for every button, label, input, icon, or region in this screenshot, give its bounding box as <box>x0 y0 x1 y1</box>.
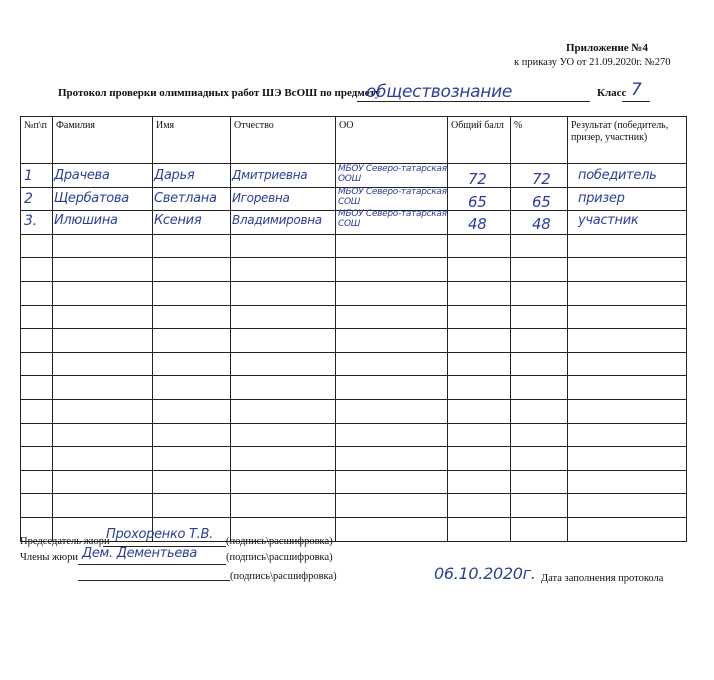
handwritten-score: 72 <box>468 170 487 188</box>
handwritten-first: Ксения <box>154 213 202 229</box>
table-cell <box>336 470 448 494</box>
table-cell <box>21 423 53 447</box>
table-cell <box>21 305 53 329</box>
table-row <box>21 447 687 471</box>
table-cell <box>231 258 336 282</box>
table-cell <box>568 281 687 305</box>
table-cell <box>448 423 511 447</box>
table-cell <box>511 517 568 541</box>
table-cell <box>21 258 53 282</box>
table-cell <box>231 423 336 447</box>
handwritten-middle: Владимировна <box>232 213 322 228</box>
table-cell <box>568 305 687 329</box>
table-row <box>21 258 687 282</box>
table-cell <box>231 352 336 376</box>
handwritten-first: Светлана <box>154 190 217 206</box>
header-result: Результат (победитель, призер, участник) <box>568 117 687 164</box>
table-cell <box>448 470 511 494</box>
table-cell <box>53 423 153 447</box>
table-row <box>21 423 687 447</box>
table-cell <box>448 376 511 400</box>
table-cell <box>21 494 53 518</box>
table-cell <box>153 352 231 376</box>
table-cell <box>336 281 448 305</box>
member-sig-caption: (подпись\расшифровка) <box>226 552 333 563</box>
table-cell <box>21 399 53 423</box>
handwritten-n: 2 <box>24 190 33 207</box>
header-school: ОО <box>336 117 448 164</box>
table-row <box>21 494 687 518</box>
handwritten-n: 3. <box>24 213 37 230</box>
handwritten-pct: 72 <box>532 170 551 188</box>
table-cell <box>336 258 448 282</box>
protocol-title: Протокол проверки олимпиадных работ ШЭ ВсОШ по предмету <box>58 87 381 99</box>
member2-sign-line <box>78 568 230 581</box>
table-cell <box>21 376 53 400</box>
table-cell <box>153 234 231 258</box>
header-last-name: Фамилия <box>53 117 153 164</box>
table-cell <box>231 447 336 471</box>
table-row <box>21 305 687 329</box>
table-cell <box>153 399 231 423</box>
table-cell <box>336 494 448 518</box>
handwritten-result: участник <box>578 213 639 229</box>
table-cell <box>336 352 448 376</box>
table-cell <box>53 447 153 471</box>
table-cell <box>21 352 53 376</box>
table-cell <box>568 399 687 423</box>
table-cell <box>568 494 687 518</box>
table-cell <box>231 329 336 353</box>
order-reference: к приказу УО от 21.09.2020г. №270 <box>514 57 671 68</box>
handwritten-last: Щербатова <box>54 190 129 206</box>
table-cell <box>153 305 231 329</box>
table-cell <box>511 423 568 447</box>
table-cell <box>568 423 687 447</box>
table-cell <box>53 376 153 400</box>
handwritten-score: 65 <box>468 192 487 211</box>
table-cell <box>511 470 568 494</box>
table-cell <box>511 447 568 471</box>
table-cell <box>153 470 231 494</box>
handwritten-score: 48 <box>468 215 487 234</box>
table-cell <box>448 329 511 353</box>
handwritten-school: МБОУ Северо-татарская СОШ <box>338 186 447 207</box>
table-cell <box>231 470 336 494</box>
chair-signature: Прохоренко Т.В. <box>106 527 213 542</box>
table-row <box>21 329 687 353</box>
table-cell <box>21 447 53 471</box>
handwritten-last: Драчева <box>54 168 110 183</box>
handwritten-n: 1 <box>24 168 33 184</box>
table-cell <box>231 281 336 305</box>
table-cell <box>153 447 231 471</box>
handwritten-last: Илюшина <box>54 213 118 229</box>
table-row <box>21 281 687 305</box>
table-cell <box>511 352 568 376</box>
table-cell <box>336 305 448 329</box>
table-cell <box>336 329 448 353</box>
table-cell <box>511 329 568 353</box>
table-cell <box>21 281 53 305</box>
table-cell <box>53 494 153 518</box>
handwritten-first: Дарья <box>154 168 195 183</box>
chair-sig-caption: (подпись\расшифровка) <box>226 536 333 547</box>
table-cell <box>448 258 511 282</box>
table-cell <box>448 352 511 376</box>
header-num: №п\п <box>21 117 53 164</box>
table-cell <box>231 376 336 400</box>
table-cell <box>568 376 687 400</box>
table-cell <box>21 329 53 353</box>
header-total-score: Общий балл <box>448 117 511 164</box>
table-cell <box>568 447 687 471</box>
table-cell <box>153 376 231 400</box>
members-label: Члены жюри <box>20 552 78 563</box>
table-cell <box>21 234 53 258</box>
table-row <box>21 234 687 258</box>
table-cell <box>568 517 687 541</box>
table-cell <box>336 517 448 541</box>
table-cell <box>53 305 153 329</box>
table-cell <box>448 494 511 518</box>
class-label: Класс <box>597 87 627 99</box>
header-percent: % <box>511 117 568 164</box>
table-cell <box>511 234 568 258</box>
handwritten-result: призер <box>578 190 625 206</box>
handwritten-school: МБОУ Северо-татарская СОШ <box>338 209 447 230</box>
table-cell <box>448 281 511 305</box>
handwritten-pct: 65 <box>532 192 551 211</box>
table-cell <box>336 234 448 258</box>
member-signature: Дем. Дементьева <box>82 546 198 561</box>
table-cell <box>336 423 448 447</box>
table-cell <box>511 281 568 305</box>
table-cell <box>153 258 231 282</box>
table-cell <box>336 447 448 471</box>
table-cell <box>511 494 568 518</box>
table-cell <box>153 329 231 353</box>
subject-handwritten: обществознание <box>366 82 513 102</box>
table-cell <box>53 234 153 258</box>
table-cell <box>53 329 153 353</box>
table-row <box>21 352 687 376</box>
table-cell <box>511 305 568 329</box>
handwritten-pct: 48 <box>532 215 551 234</box>
table-row <box>21 399 687 423</box>
handwritten-result: победитель <box>578 168 657 183</box>
table-cell <box>568 470 687 494</box>
table-cell <box>448 517 511 541</box>
table-cell <box>568 352 687 376</box>
chair-label: Председатель жюри <box>20 536 110 547</box>
table-row <box>21 470 687 494</box>
handwritten-middle: Игоревна <box>232 190 290 205</box>
table-cell <box>153 281 231 305</box>
table-cell <box>448 447 511 471</box>
table-cell <box>53 258 153 282</box>
table-cell <box>21 470 53 494</box>
table-cell <box>153 494 231 518</box>
table-cell <box>511 376 568 400</box>
table-cell <box>231 399 336 423</box>
table-cell <box>448 305 511 329</box>
table-cell <box>53 352 153 376</box>
member2-sig-caption: (подпись\расшифровка) <box>230 571 337 582</box>
handwritten-school: МБОУ Северо-татарская ООШ <box>338 164 447 184</box>
appendix-title: Приложение №4 <box>566 42 648 54</box>
class-handwritten: 7 <box>631 80 642 100</box>
table-cell <box>568 329 687 353</box>
table-cell <box>336 376 448 400</box>
table-cell <box>231 234 336 258</box>
table-cell <box>448 234 511 258</box>
table-cell <box>53 399 153 423</box>
table-cell <box>53 281 153 305</box>
table-cell <box>568 258 687 282</box>
table-cell <box>336 399 448 423</box>
handwritten-middle: Дмитриевна <box>232 168 308 182</box>
table-cell <box>568 234 687 258</box>
table-cell <box>53 470 153 494</box>
date-handwritten: 06.10.2020г. <box>434 564 536 583</box>
date-label: Дата заполнения протокола <box>541 573 664 584</box>
table-cell <box>153 423 231 447</box>
table-cell <box>231 494 336 518</box>
header-patronymic: Отчество <box>231 117 336 164</box>
table-cell <box>511 399 568 423</box>
table-cell <box>511 258 568 282</box>
table-cell <box>231 305 336 329</box>
table-row <box>21 376 687 400</box>
header-first-name: Имя <box>153 117 231 164</box>
table-cell <box>448 399 511 423</box>
